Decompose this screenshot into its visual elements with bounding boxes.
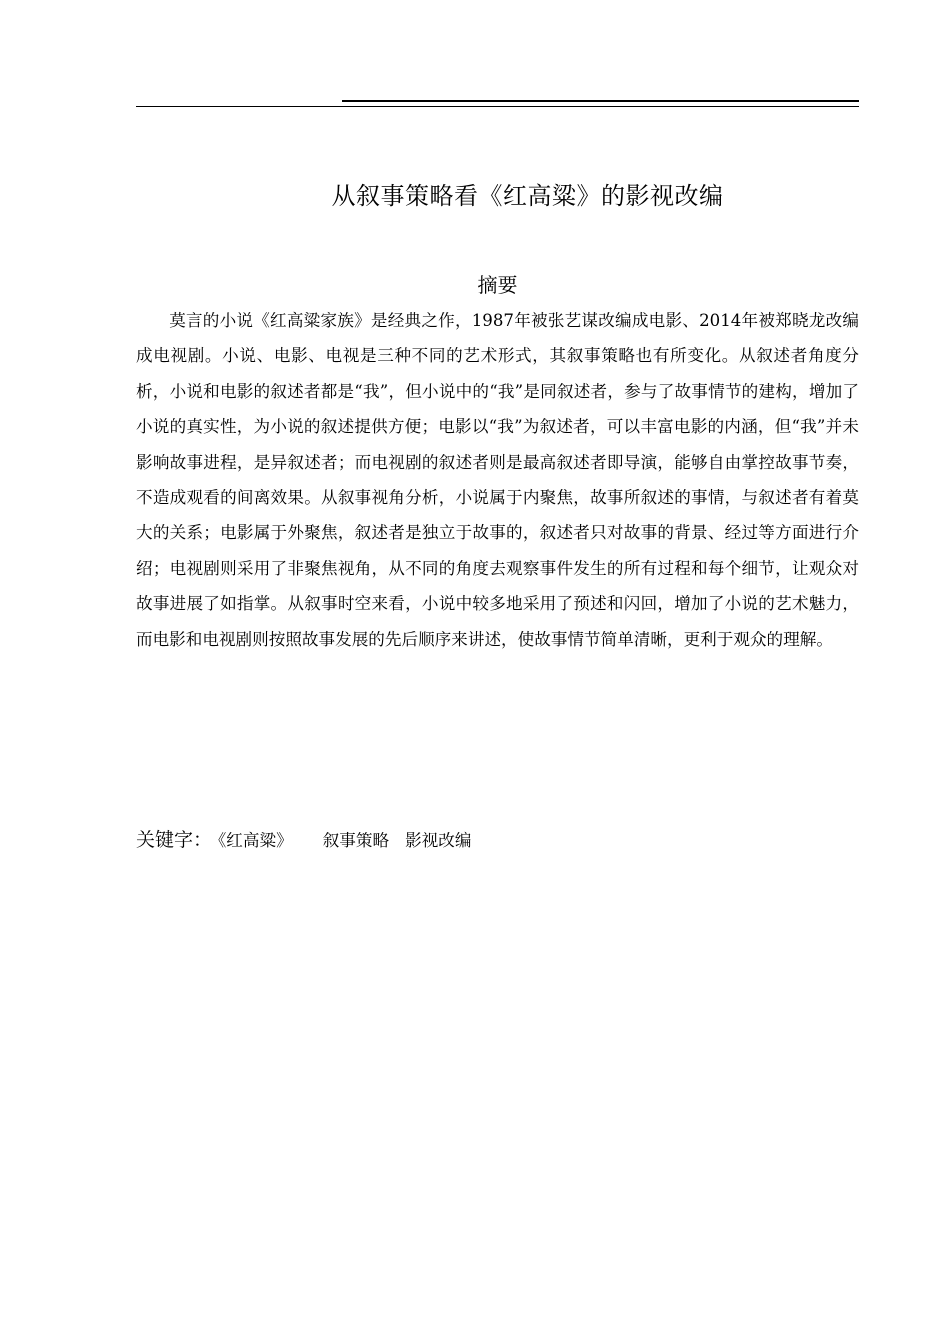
keywords-line xyxy=(136,823,859,858)
abstract-body: 莫言的小说《红高粱家族》是经典之作，1987年被张艺谋改编成电影、2014年被郑晓龙改编成电视剧。小说、电影、电视是三种不同的艺术形式，其叙事策略也有所变化。从叙述者角度分析，小说和电影的叙述者都是“我”，但小说中的“我”是同叙述者，参与了故事情节的建构，增加了小说的真实性，为小说的叙述提供方便；电影以“我”为叙述者，可以丰富电影的内涵，但“我”并未影响故事进程，是异叙述者；而电视剧的叙述者则是最高叙述者即导演，能够自由掌控故事节奏，不造成观看的间离效果。从叙事视角分析，小说属于内聚焦，故事所叙述的事情，与叙述者有着莫大的关系；电影属于外聚焦，叙述者是独立于故事的，叙述者只对故事的背景、经过等方面进行介绍；电视剧则采用了非聚焦视角，从不同的角度去观察事件发生的所有过程和每个细节，让观众对故事进展了如指掌。从叙事时空来看，小说中较多地采用了预述和闪回，增加了小说的艺术魅力，而电影和电视剧则按照故事发展的先后顺序来讲述，使故事情节简单清晰，更利于观众的理解。 xyxy=(136,311,859,649)
document-title: 从叙事策略看《红高粱》的影视改编 xyxy=(331,182,724,210)
abstract-heading: 摘要 xyxy=(477,273,518,297)
keyword-item: 影视改编 xyxy=(405,831,472,850)
header-rule-thin xyxy=(136,106,859,107)
keyword-item: 叙事策略 xyxy=(322,831,390,850)
header-rule-thick xyxy=(342,100,859,102)
keyword-item: 《红高粱》 xyxy=(218,831,293,850)
keywords-label: 关键字： xyxy=(136,829,213,851)
